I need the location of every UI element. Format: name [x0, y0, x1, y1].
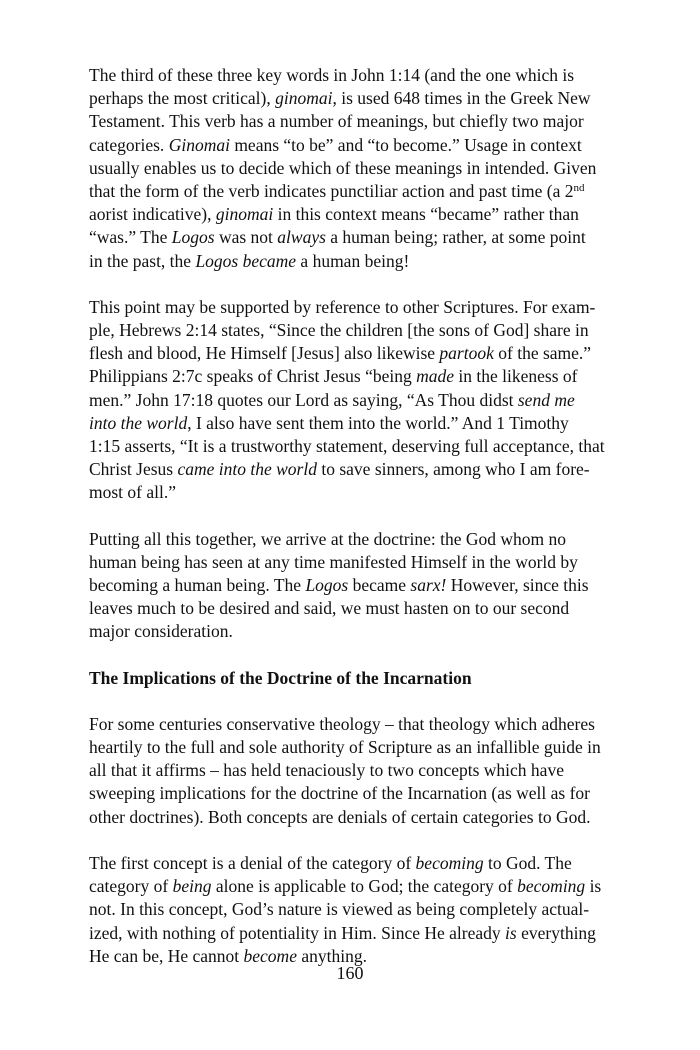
text-line: men.” John 17:18 quotes our Lord as saying, “As Thou didst send me — [89, 389, 575, 410]
text-line: The first concept is a denial of the category of becoming to God. The — [89, 852, 572, 873]
italic-text: being — [172, 876, 212, 897]
paragraph — [89, 64, 649, 273]
text-line: sweeping implications for the doctrine of the Incarnation (as well as for — [89, 783, 591, 804]
text-line: He can be, He cannot become anything. — [89, 945, 367, 966]
text-line: other doctrines). Both concepts are denials of certain categories to God. — [89, 806, 591, 827]
text-line: The third of these three key words in John 1:14 (and the one which is — [89, 65, 575, 85]
section-heading: The Implications of the Doctrine of the Incarnation — [89, 667, 472, 688]
text-line: ple, Hebrews 2:14 states, “Since the children [the sons of God] share in — [89, 320, 589, 341]
italic-text: always — [277, 227, 326, 248]
italic-text: become — [243, 945, 297, 966]
italic-text: becoming — [415, 852, 484, 873]
page-body — [89, 64, 649, 991]
text-line: heartily to the full and sole authority of Scripture as an infallible guide in — [89, 737, 601, 758]
superscript: nd — [573, 182, 585, 195]
text-line: “was.” The Logos was not always a human being; rather, at some point — [89, 227, 586, 248]
italic-text: came into the world — [177, 459, 317, 480]
italic-text: into the world — [89, 412, 188, 433]
text-line: Philippians 2:7c speaks of Christ Jesus “being made in the likeness of — [89, 366, 578, 387]
italic-text: sarx! — [410, 575, 447, 596]
paragraph — [89, 713, 649, 829]
text-line: 1:15 asserts, “It is a trustworthy statement, deserving full acceptance, that — [89, 436, 605, 457]
body-text-before-heading — [89, 64, 649, 644]
text-line: not. In this concept, God’s nature is viewed as being completely actual- — [89, 899, 590, 920]
text-line: that the form of the verb indicates punctiliar action and past time (a 2nd — [89, 181, 585, 202]
text-line: This point may be supported by reference to other Scriptures. For exam- — [89, 296, 596, 317]
text-line: ized, with nothing of potentiality in Him. Since He already is everything — [89, 922, 596, 943]
text-line: perhaps the most critical), ginomai, is used 648 times in the Greek New — [89, 88, 591, 109]
text-line: For some centuries conservative theology – that theology which adheres — [89, 713, 595, 734]
text-line: Putting all this together, we arrive at the doctrine: the God whom no — [89, 528, 567, 549]
paragraph — [89, 528, 649, 644]
italic-text: Ginomai — [168, 134, 230, 155]
text-line: becoming a human being. The Logos became sarx! However, since this — [89, 575, 589, 596]
text-line: categories. Ginomai means “to be” and “to become.” Usage in context — [89, 134, 582, 155]
italic-text: becoming — [517, 876, 586, 897]
paragraph — [89, 852, 649, 968]
text-line: in the past, the Logos became a human being! — [89, 250, 410, 271]
paragraph — [89, 296, 649, 505]
italic-text: Logos became — [195, 250, 297, 271]
text-line: usually enables us to decide which of these meanings in intended. Given — [89, 157, 597, 178]
italic-text: made — [416, 366, 455, 387]
body-text-after-heading — [89, 713, 649, 968]
text-line: into the world, I also have sent them into the world.” And 1 Timothy — [89, 412, 569, 433]
italic-text: send me — [517, 389, 575, 410]
text-line: leaves much to be desired and said, we must hasten on to our second — [89, 598, 570, 619]
italic-text: partook — [439, 343, 494, 364]
text-line: major consideration. — [89, 621, 233, 642]
text-line: all that it affirms – has held tenaciously to two concepts which have — [89, 760, 564, 781]
text-line: human being has seen at any time manifested Himself in the world by — [89, 551, 578, 572]
text-line: Christ Jesus came into the world to save sinners, among who I am fore- — [89, 459, 590, 480]
italic-text: is — [505, 922, 517, 943]
text-line: aorist indicative), ginomai in this context means “became” rather than — [89, 204, 579, 225]
text-line: most of all.” — [89, 482, 176, 503]
italic-text: Logos — [171, 227, 215, 248]
text-line: category of being alone is applicable to God; the category of becoming is — [89, 876, 602, 897]
page-number: 160 — [336, 963, 364, 983]
italic-text: Logos — [305, 575, 349, 596]
text-line: Testament. This verb has a number of meanings, but chiefly two major — [89, 111, 584, 132]
text-line: flesh and blood, He Himself [Jesus] also likewise partook of the same.” — [89, 343, 592, 364]
italic-text: ginomai — [275, 88, 333, 109]
italic-text: ginomai — [215, 204, 274, 225]
